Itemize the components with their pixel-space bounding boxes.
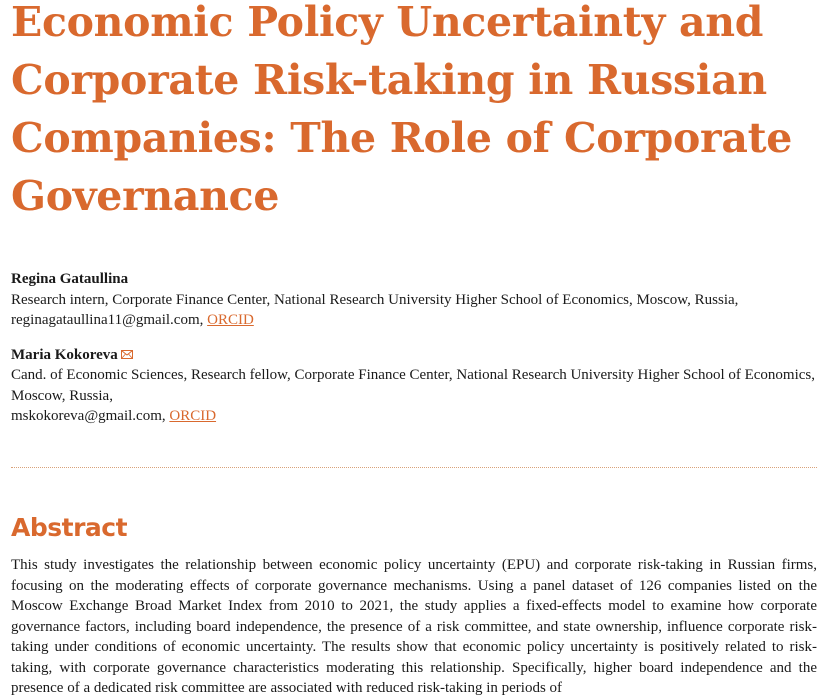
envelope-icon[interactable] <box>121 350 133 359</box>
author-email[interactable]: reginagataullina11@gmail.com <box>11 312 200 328</box>
abstract-heading: Abstract <box>11 513 128 542</box>
article-title: Economic Policy Uncertainty and Corporate Risk-taking in Russian Companies: The Role of Corporate Governance <box>11 0 793 220</box>
author-entry <box>11 269 817 331</box>
contact-separator: , <box>199 312 208 328</box>
section-divider <box>11 467 817 468</box>
author-affiliation: Cand. of Economic Sciences, Research fellow, Corporate Finance Center, National Research University Higher School of Economics, Moscow, Russia, <box>11 367 816 404</box>
orcid-link[interactable]: ORCID <box>169 408 217 424</box>
contact-separator: , <box>161 408 170 424</box>
orcid-link[interactable]: ORCID <box>207 312 254 328</box>
author-entry <box>11 345 817 427</box>
author-contact <box>11 310 817 331</box>
author-affiliation: Research intern, Corporate Finance Center, National Research University Higher School of Economics, Moscow, Russia, <box>11 291 739 308</box>
author-name: Regina Gataullina <box>11 271 129 287</box>
author-name: Maria Kokoreva <box>11 346 118 363</box>
abstract-text: This study investigates the relationship between economic policy uncertainty (EPU) and corporate risk-taking in Russian firms, focusing on the moderating effects of corporate governance mechanisms. Using a panel dataset of 126 companies listed on the Moscow Exchange Broad Market Index from 2010 to 2021, the study applies a fixed-effects model to examine how corporate governance factors, including board independence, the presence of a risk committee, and state ownership, influence corporate risk-taking under conditions of economic uncertainty. The results show that economic policy uncertainty is positively related to risk-taking, with corporate governance characteristics moderating this relationship. Specifically, higher board independence and the presence of a dedicated risk committee are associated with reduced risk-taking in periods of <box>11 557 817 696</box>
author-list <box>11 269 817 441</box>
author-contact <box>11 406 817 427</box>
author-email[interactable]: mskokoreva@gmail.com <box>11 408 162 424</box>
